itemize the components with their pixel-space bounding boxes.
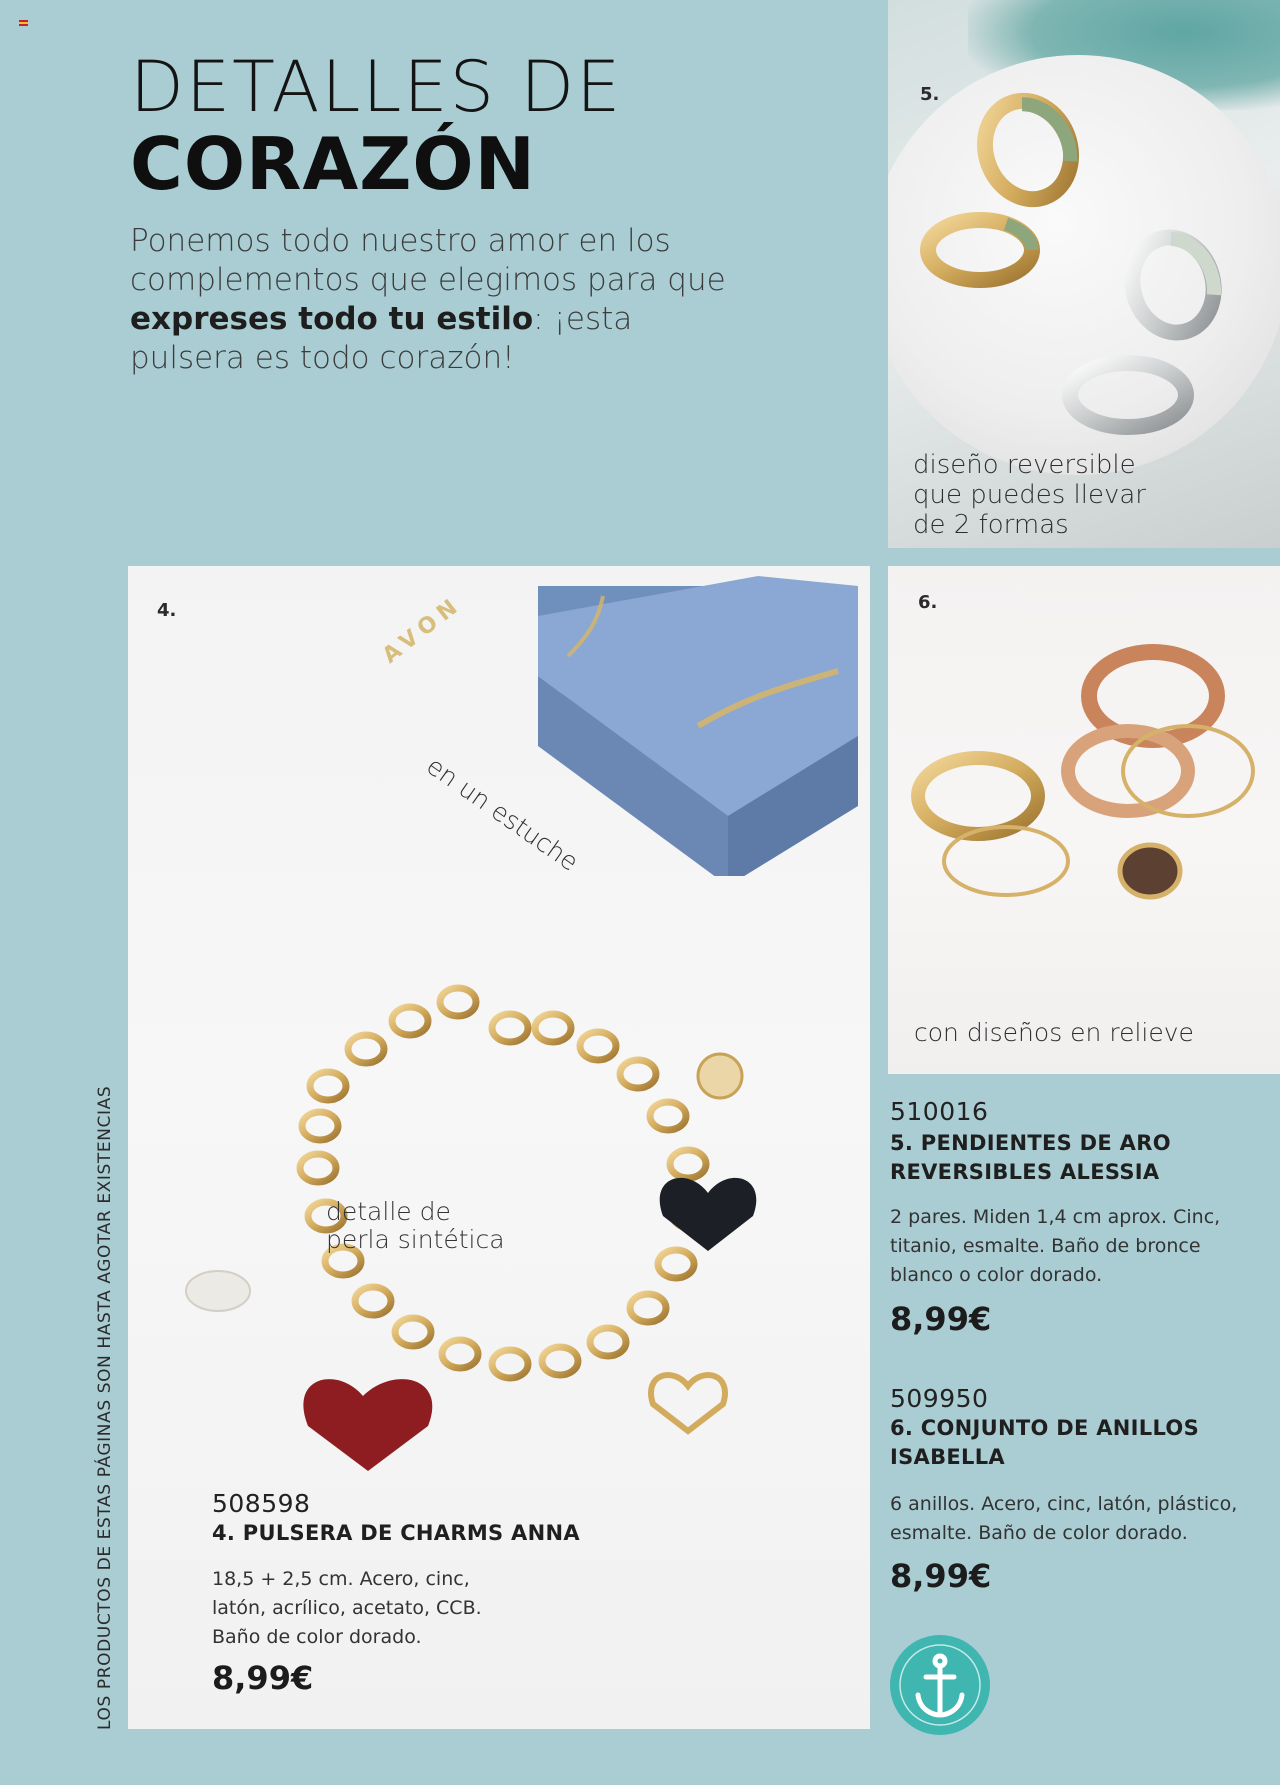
box-brand-logo: AVON xyxy=(378,591,467,669)
rings-caption: con diseños en relieve xyxy=(914,1018,1194,1047)
product-price: 8,99€ xyxy=(890,1300,992,1338)
product-price: 8,99€ xyxy=(890,1557,992,1595)
earrings-caption: diseño reversible que puedes llevar de 2 formas xyxy=(913,450,1146,540)
photo-number-4: 4. xyxy=(157,600,177,621)
page-title-line2: CORAZÓN xyxy=(130,122,536,206)
product-sku: 510016 xyxy=(890,1097,989,1126)
photo-number-5: 5. xyxy=(920,84,940,105)
earrings-photo xyxy=(888,0,1280,548)
page-title-line1: DETALLES DE xyxy=(130,46,623,128)
product-description: 2 pares. Miden 1,4 cm aprox. Cinc, titanio, esmalte. Baño de bronce blanco o color dorado. xyxy=(890,1206,1221,1286)
anchor-icon xyxy=(888,1633,992,1737)
rings-photo xyxy=(888,566,1280,1074)
intro-text: Ponemos todo nuestro amor en los complementos que elegimos para que expreses todo tu estilo: ¡esta pulsera es todo corazón! xyxy=(130,223,726,376)
product-description: 18,5 + 2,5 cm. Acero, cinc, latón, acrílico, acetato, CCB. Baño de color dorado. xyxy=(212,1568,482,1648)
product-name: 5. PENDIENTES DE ARO REVERSIBLES ALESSIA xyxy=(890,1131,1171,1184)
bracelet-photo xyxy=(128,566,870,1729)
box-caption: en un estuche xyxy=(421,751,584,877)
product-description: 6 anillos. Acero, cinc, latón, plástico, esmalte. Baño de color dorado. xyxy=(890,1493,1238,1544)
product-price: 8,99€ xyxy=(212,1659,314,1697)
pearl-caption: detalle de perla sintética xyxy=(326,1197,505,1254)
spain-flag-icon xyxy=(19,20,28,26)
bracelet-illustration xyxy=(128,566,870,1729)
rings-illustration xyxy=(888,566,1280,1074)
product-name: 6. CONJUNTO DE ANILLOS ISABELLA xyxy=(890,1416,1199,1469)
availability-note: LOS PRODUCTOS DE ESTAS PÁGINAS SON HASTA AGOTAR EXISTENCIAS xyxy=(95,1085,115,1730)
product-sku: 508598 xyxy=(212,1489,311,1518)
photo-number-6: 6. xyxy=(918,592,938,613)
product-sku: 509950 xyxy=(890,1384,989,1413)
product-name: 4. PULSERA DE CHARMS ANNA xyxy=(212,1521,580,1545)
